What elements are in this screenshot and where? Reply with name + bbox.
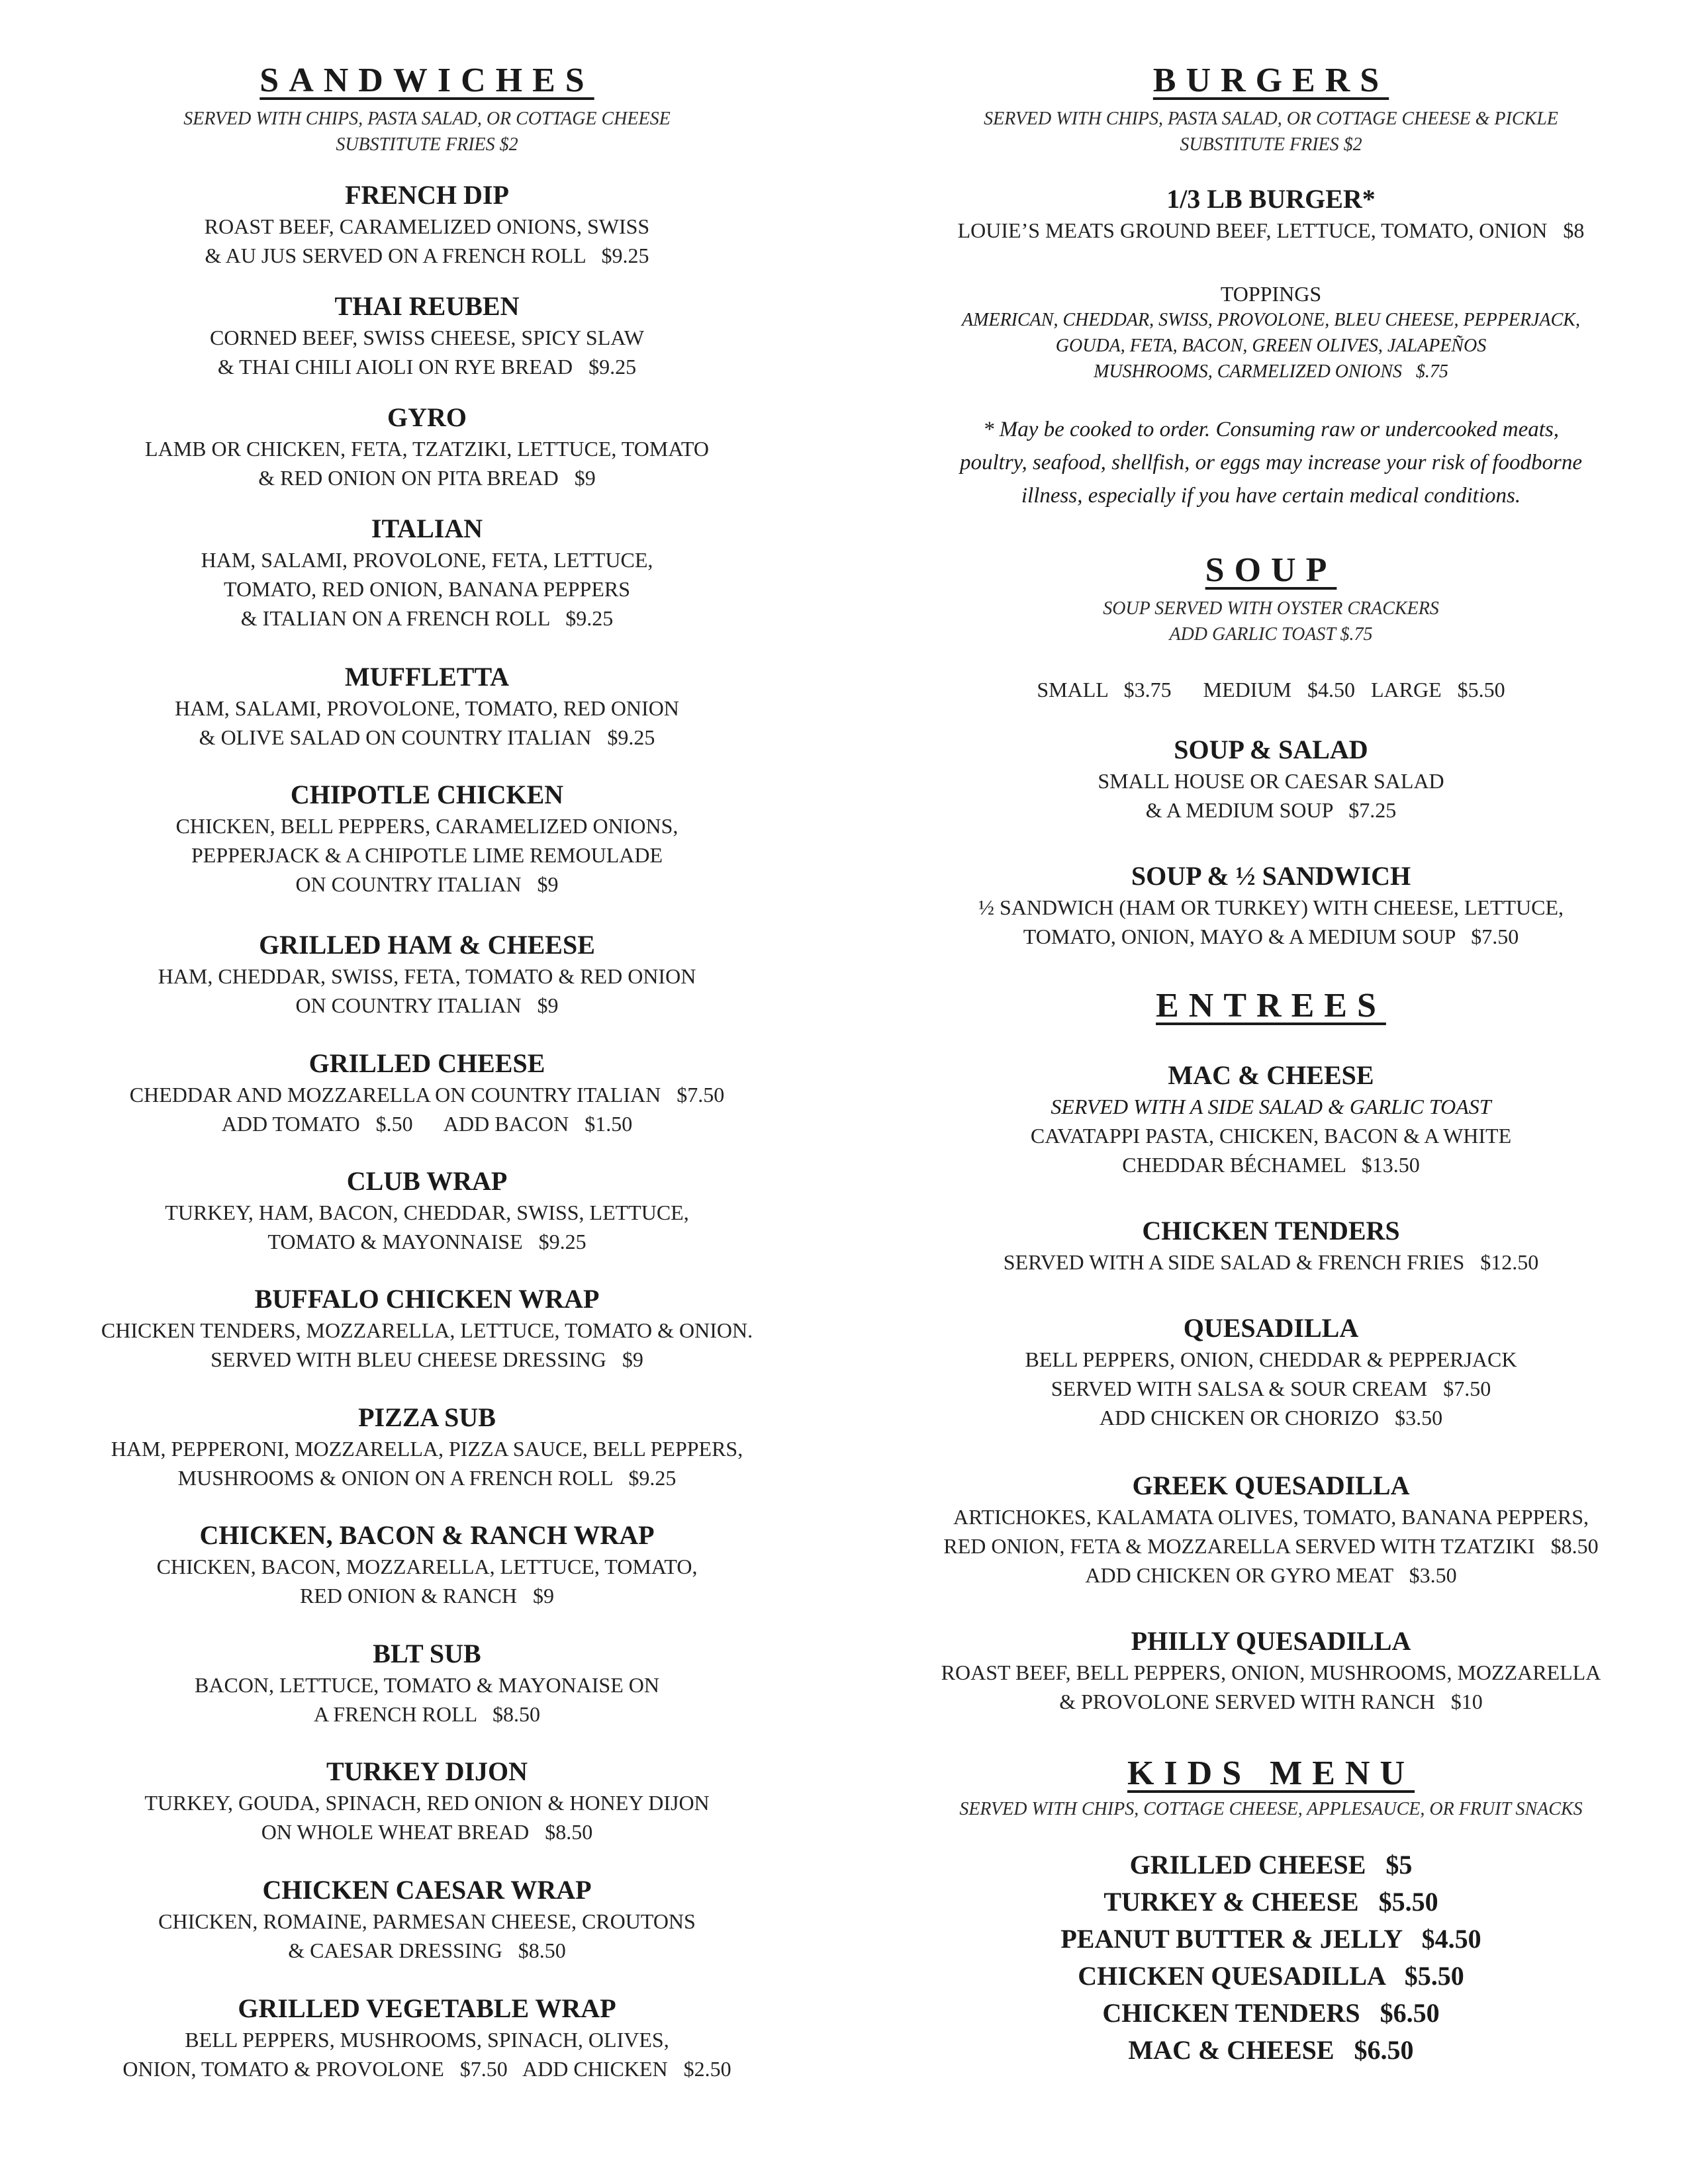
description-line: HAM, CHEDDAR, SWISS, FETA, TOMATO & RED ONION [158, 964, 696, 988]
menu-item [880, 733, 1662, 825]
item-name: GYRO [387, 402, 467, 432]
description-line: ADD TOMATO $.50 ADD BACON $1.50 [221, 1112, 633, 1136]
description-line: HAM, SALAMI, PROVOLONE, FETA, LETTUCE, [201, 548, 653, 572]
item-description [40, 694, 814, 752]
note-text [880, 413, 1662, 512]
item-name: GRILLED VEGETABLE WRAP [238, 1993, 616, 2023]
menu-item [880, 183, 1662, 245]
description-line: & A MEDIUM SOUP $7.25 [1145, 798, 1397, 822]
entrees-title: ENTREES [1156, 987, 1386, 1024]
kids-header [880, 1754, 1662, 1822]
item-name: MAC & CHEESE [1168, 1060, 1374, 1090]
description-line: & OLIVE SALAD ON COUNTRY ITALIAN $9.25 [199, 725, 655, 749]
item-name: ITALIAN [371, 514, 483, 543]
kids-item: CHICKEN QUESADILLA $5.50 [1078, 1961, 1464, 1991]
description-line: CHICKEN, BELL PEPPERS, CARAMELIZED ONIONS, [175, 814, 679, 838]
item-name: BUFFALO CHICKEN WRAP [254, 1284, 600, 1314]
description-line: & PROVOLONE SERVED WITH RANCH $10 [1059, 1690, 1483, 1713]
description-line: CHICKEN TENDERS, MOZZARELLA, LETTUCE, TOMATO & ONION. [101, 1318, 753, 1342]
item-name: GREEK QUESADILLA [1132, 1471, 1410, 1500]
description-line: CORNED BEEF, SWISS CHEESE, SPICY SLAW [210, 326, 644, 349]
item-name: MUFFLETTA [344, 662, 510, 692]
soup-header [880, 551, 1662, 647]
item-name: 1/3 LB BURGER* [1166, 184, 1376, 214]
menu-item [880, 1625, 1662, 1716]
menu-item [40, 660, 814, 752]
menu-item [880, 1059, 1662, 1179]
item-description [40, 2025, 814, 2083]
description-line: ON WHOLE WHEAT BREAD $8.50 [261, 1820, 593, 1844]
subtitle-line: SERVED WITH CHIPS, PASTA SALAD, OR COTTAGE CHEESE [183, 109, 671, 129]
menu-item [880, 860, 1662, 951]
item-name: CHICKEN CAESAR WRAP [262, 1875, 592, 1905]
menu-item [880, 1469, 1662, 1590]
menu-item [40, 1401, 814, 1492]
item-description [880, 216, 1662, 245]
description-line: SERVED WITH A SIDE SALAD & FRENCH FRIES $12.50 [1003, 1250, 1539, 1274]
menu-item [40, 1519, 814, 1610]
menu-item [880, 1312, 1662, 1432]
menu-item [40, 1874, 814, 1965]
kids-item: TURKEY & CHEESE $5.50 [1103, 1887, 1438, 1917]
description-line: LOUIE’S MEATS GROUND BEEF, LETTUCE, TOMATO, ONION $8 [957, 218, 1585, 242]
description-line: TOMATO & MAYONNAISE $9.25 [267, 1230, 586, 1253]
item-description [40, 1316, 814, 1374]
item-name: CHICKEN TENDERS [1142, 1216, 1400, 1246]
sandwiches-subtitle [40, 106, 814, 158]
subtitle-line: SUBSTITUTE FRIES $2 [336, 134, 518, 155]
item-description [880, 1248, 1662, 1277]
entrees-header [880, 986, 1662, 1026]
item-name: CHICKEN, BACON & RANCH WRAP [199, 1520, 655, 1550]
item-name: THAI REUBEN [334, 291, 520, 321]
description-line: PEPPERJACK & A CHIPOTLE LIME REMOULADE [191, 843, 663, 867]
kids-item: MAC & CHEESE $6.50 [1128, 2035, 1414, 2065]
description-line: LAMB OR CHICKEN, FETA, TZATZIKI, LETTUCE, TOMATO [145, 437, 709, 461]
soup-sizes [880, 675, 1662, 704]
note-line: poultry, seafood, shellfish, or eggs may increase your risk of foodborne [959, 451, 1583, 475]
description-line: ROAST BEEF, CARAMELIZED ONIONS, SWISS [204, 214, 650, 238]
subtitle-line: SOUP SERVED WITH OYSTER CRACKERS [1103, 598, 1439, 619]
kids-subtitle: SERVED WITH CHIPS, COTTAGE CHEESE, APPLESAUCE, OR FRUIT SNACKS [959, 1799, 1583, 1819]
soup-size-prices: SMALL $3.75 MEDIUM $4.50 LARGE $5.50 [1037, 678, 1505, 702]
kids-item: GRILLED CHEESE $5 [1129, 1850, 1413, 1880]
soup-subtitle [880, 596, 1662, 647]
kids-item: CHICKEN TENDERS $6.50 [1102, 1998, 1440, 2028]
description-line: MUSHROOMS & ONION ON A FRENCH ROLL $9.25 [177, 1466, 677, 1490]
item-name: BLT SUB [373, 1639, 481, 1668]
menu-item [40, 179, 814, 270]
item-description [40, 1198, 814, 1256]
kids-title: KIDS MENU [1127, 1754, 1415, 1792]
description-line: CHICKEN, BACON, MOZZARELLA, LETTUCE, TOMATO, [156, 1555, 698, 1578]
item-name: SOUP & SALAD [1174, 735, 1368, 764]
item-name: FRENCH DIP [345, 180, 509, 210]
subtitle-line: ADD GARLIC TOAST $.75 [1169, 624, 1373, 645]
toppings-heading: TOPPINGS [1220, 282, 1322, 306]
description-line: BELL PEPPERS, ONION, CHEDDAR & PEPPERJACK [1025, 1347, 1517, 1371]
description-line: & ITALIAN ON A FRENCH ROLL $9.25 [240, 606, 614, 630]
menu-item [40, 1047, 814, 1138]
description-line: ROAST BEEF, BELL PEPPERS, ONION, MUSHROOMS, MOZZARELLA [941, 1661, 1601, 1684]
item-name: SOUP & ½ SANDWICH [1131, 861, 1411, 891]
kids-item: PEANUT BUTTER & JELLY $4.50 [1060, 1924, 1481, 1954]
item-name: CLUB WRAP [346, 1166, 508, 1196]
item-description [880, 1121, 1662, 1179]
description-line: BELL PEPPERS, MUSHROOMS, SPINACH, OLIVES, [185, 2028, 669, 2052]
description-line: CHEDDAR AND MOZZARELLA ON COUNTRY ITALIAN $7.50 [129, 1083, 725, 1107]
burgers-header [880, 61, 1662, 158]
item-name: TURKEY DIJON [326, 1756, 528, 1786]
toppings-line: AMERICAN, CHEDDAR, SWISS, PROVOLONE, BLEU CHEESE, PEPPERJACK, [962, 310, 1580, 330]
toppings-line: MUSHROOMS, CARMELIZED ONIONS $.75 [1094, 361, 1448, 382]
item-description [880, 1502, 1662, 1590]
note-line: illness, especially if you have certain medical conditions. [1021, 484, 1521, 508]
sandwiches-title: SANDWICHES [259, 62, 594, 99]
description-line: CAVATAPPI PASTA, CHICKEN, BACON & A WHITE [1030, 1124, 1512, 1148]
item-description [880, 766, 1662, 825]
menu-item [40, 1637, 814, 1729]
kids-items [880, 1846, 1662, 2069]
description-line: RED ONION, FETA & MOZZARELLA SERVED WITH TZATZIKI $8.50 [943, 1534, 1599, 1558]
soup-title: SOUP [1205, 551, 1337, 589]
item-name: PHILLY QUESADILLA [1131, 1626, 1411, 1656]
item-note: SERVED WITH A SIDE SALAD & GARLIC TOAST [1051, 1095, 1491, 1118]
item-description [40, 323, 814, 381]
description-line: TURKEY, HAM, BACON, CHEDDAR, SWISS, LETTUCE, [165, 1201, 689, 1224]
description-line: CHICKEN, ROMAINE, PARMESAN CHEESE, CROUTONS [158, 1909, 696, 1933]
item-name: PIZZA SUB [358, 1402, 496, 1432]
toppings-line: GOUDA, FETA, BACON, GREEN OLIVES, JALAPEÑOS [1055, 336, 1487, 356]
burgers-title: BURGERS [1152, 62, 1389, 99]
description-line: ADD CHICKEN OR GYRO MEAT $3.50 [1085, 1563, 1457, 1587]
menu-item [880, 1214, 1662, 1277]
description-line: ON COUNTRY ITALIAN $9 [295, 993, 559, 1017]
subtitle-line: SERVED WITH CHIPS, PASTA SALAD, OR COTTAGE CHEESE & PICKLE [984, 109, 1558, 129]
description-line: TOMATO, ONION, MAYO & A MEDIUM SOUP $7.50 [1023, 925, 1519, 948]
description-line: A FRENCH ROLL $8.50 [314, 1702, 540, 1726]
description-line: & AU JUS SERVED ON A FRENCH ROLL $9.25 [205, 244, 649, 267]
subtitle-line: SUBSTITUTE FRIES $2 [1180, 134, 1362, 155]
item-name: QUESADILLA [1183, 1313, 1359, 1343]
description-line: BACON, LETTUCE, TOMATO & MAYONAISE ON [195, 1673, 659, 1697]
description-line: SERVED WITH SALSA & SOUR CREAM $7.50 [1051, 1377, 1491, 1400]
description-line: HAM, SALAMI, PROVOLONE, TOMATO, RED ONION [175, 696, 679, 720]
item-description [880, 1658, 1662, 1716]
menu-item [40, 1283, 814, 1374]
description-line: ONION, TOMATO & PROVOLONE $7.50 ADD CHICKEN $2.50 [122, 2057, 731, 2081]
description-line: & RED ONION ON PITA BREAD $9 [258, 466, 596, 490]
item-name: CHIPOTLE CHICKEN [290, 780, 564, 809]
description-line: RED ONION & RANCH $9 [300, 1584, 554, 1608]
item-description [40, 1907, 814, 1965]
item-name: GRILLED HAM & CHEESE [259, 930, 595, 960]
description-line: ½ SANDWICH (HAM OR TURKEY) WITH CHEESE, LETTUCE, [978, 895, 1564, 919]
description-line: & THAI CHILI AIOLI ON RYE BREAD $9.25 [217, 355, 637, 379]
menu-item [40, 290, 814, 381]
item-description [40, 434, 814, 492]
description-line: SMALL HOUSE OR CAESAR SALAD [1098, 769, 1444, 793]
description-line: TURKEY, GOUDA, SPINACH, RED ONION & HONEY DIJON [144, 1791, 710, 1815]
description-line: CHEDDAR BÉCHAMEL $13.50 [1122, 1153, 1420, 1177]
menu-item [40, 1755, 814, 1846]
menu-item [40, 512, 814, 633]
item-description [880, 893, 1662, 951]
description-line: & CAESAR DRESSING $8.50 [288, 1938, 566, 1962]
description-line: ON COUNTRY ITALIAN $9 [295, 872, 559, 896]
item-description [40, 811, 814, 899]
toppings-list [880, 307, 1662, 385]
item-description [40, 1552, 814, 1610]
description-line: SERVED WITH BLEU CHEESE DRESSING $9 [211, 1347, 643, 1371]
item-description [40, 1080, 814, 1138]
description-line: HAM, PEPPERONI, MOZZARELLA, PIZZA SAUCE, BELL PEPPERS, [111, 1437, 743, 1461]
item-description [40, 1788, 814, 1846]
note-line: * May be cooked to order. Consuming raw or undercooked meats, [982, 418, 1560, 441]
item-description [880, 1345, 1662, 1432]
description-line: ARTICHOKES, KALAMATA OLIVES, TOMATO, BANANA PEPPERS, [953, 1505, 1589, 1529]
food-safety-note [880, 413, 1662, 512]
menu-item [40, 1992, 814, 2083]
item-description [40, 962, 814, 1020]
item-description [40, 1434, 814, 1492]
item-description [40, 212, 814, 270]
menu-item [40, 1165, 814, 1256]
burger-toppings [880, 281, 1662, 385]
item-description [40, 545, 814, 633]
description-line: TOMATO, RED ONION, BANANA PEPPERS [223, 577, 630, 601]
description-line: ADD CHICKEN OR CHORIZO $3.50 [1099, 1406, 1443, 1430]
menu-item [40, 929, 814, 1020]
item-name: GRILLED CHEESE [308, 1048, 545, 1078]
sandwiches-header [40, 61, 814, 158]
menu-item [40, 401, 814, 492]
burgers-subtitle [880, 106, 1662, 158]
item-description [40, 1670, 814, 1729]
menu-item [40, 778, 814, 899]
